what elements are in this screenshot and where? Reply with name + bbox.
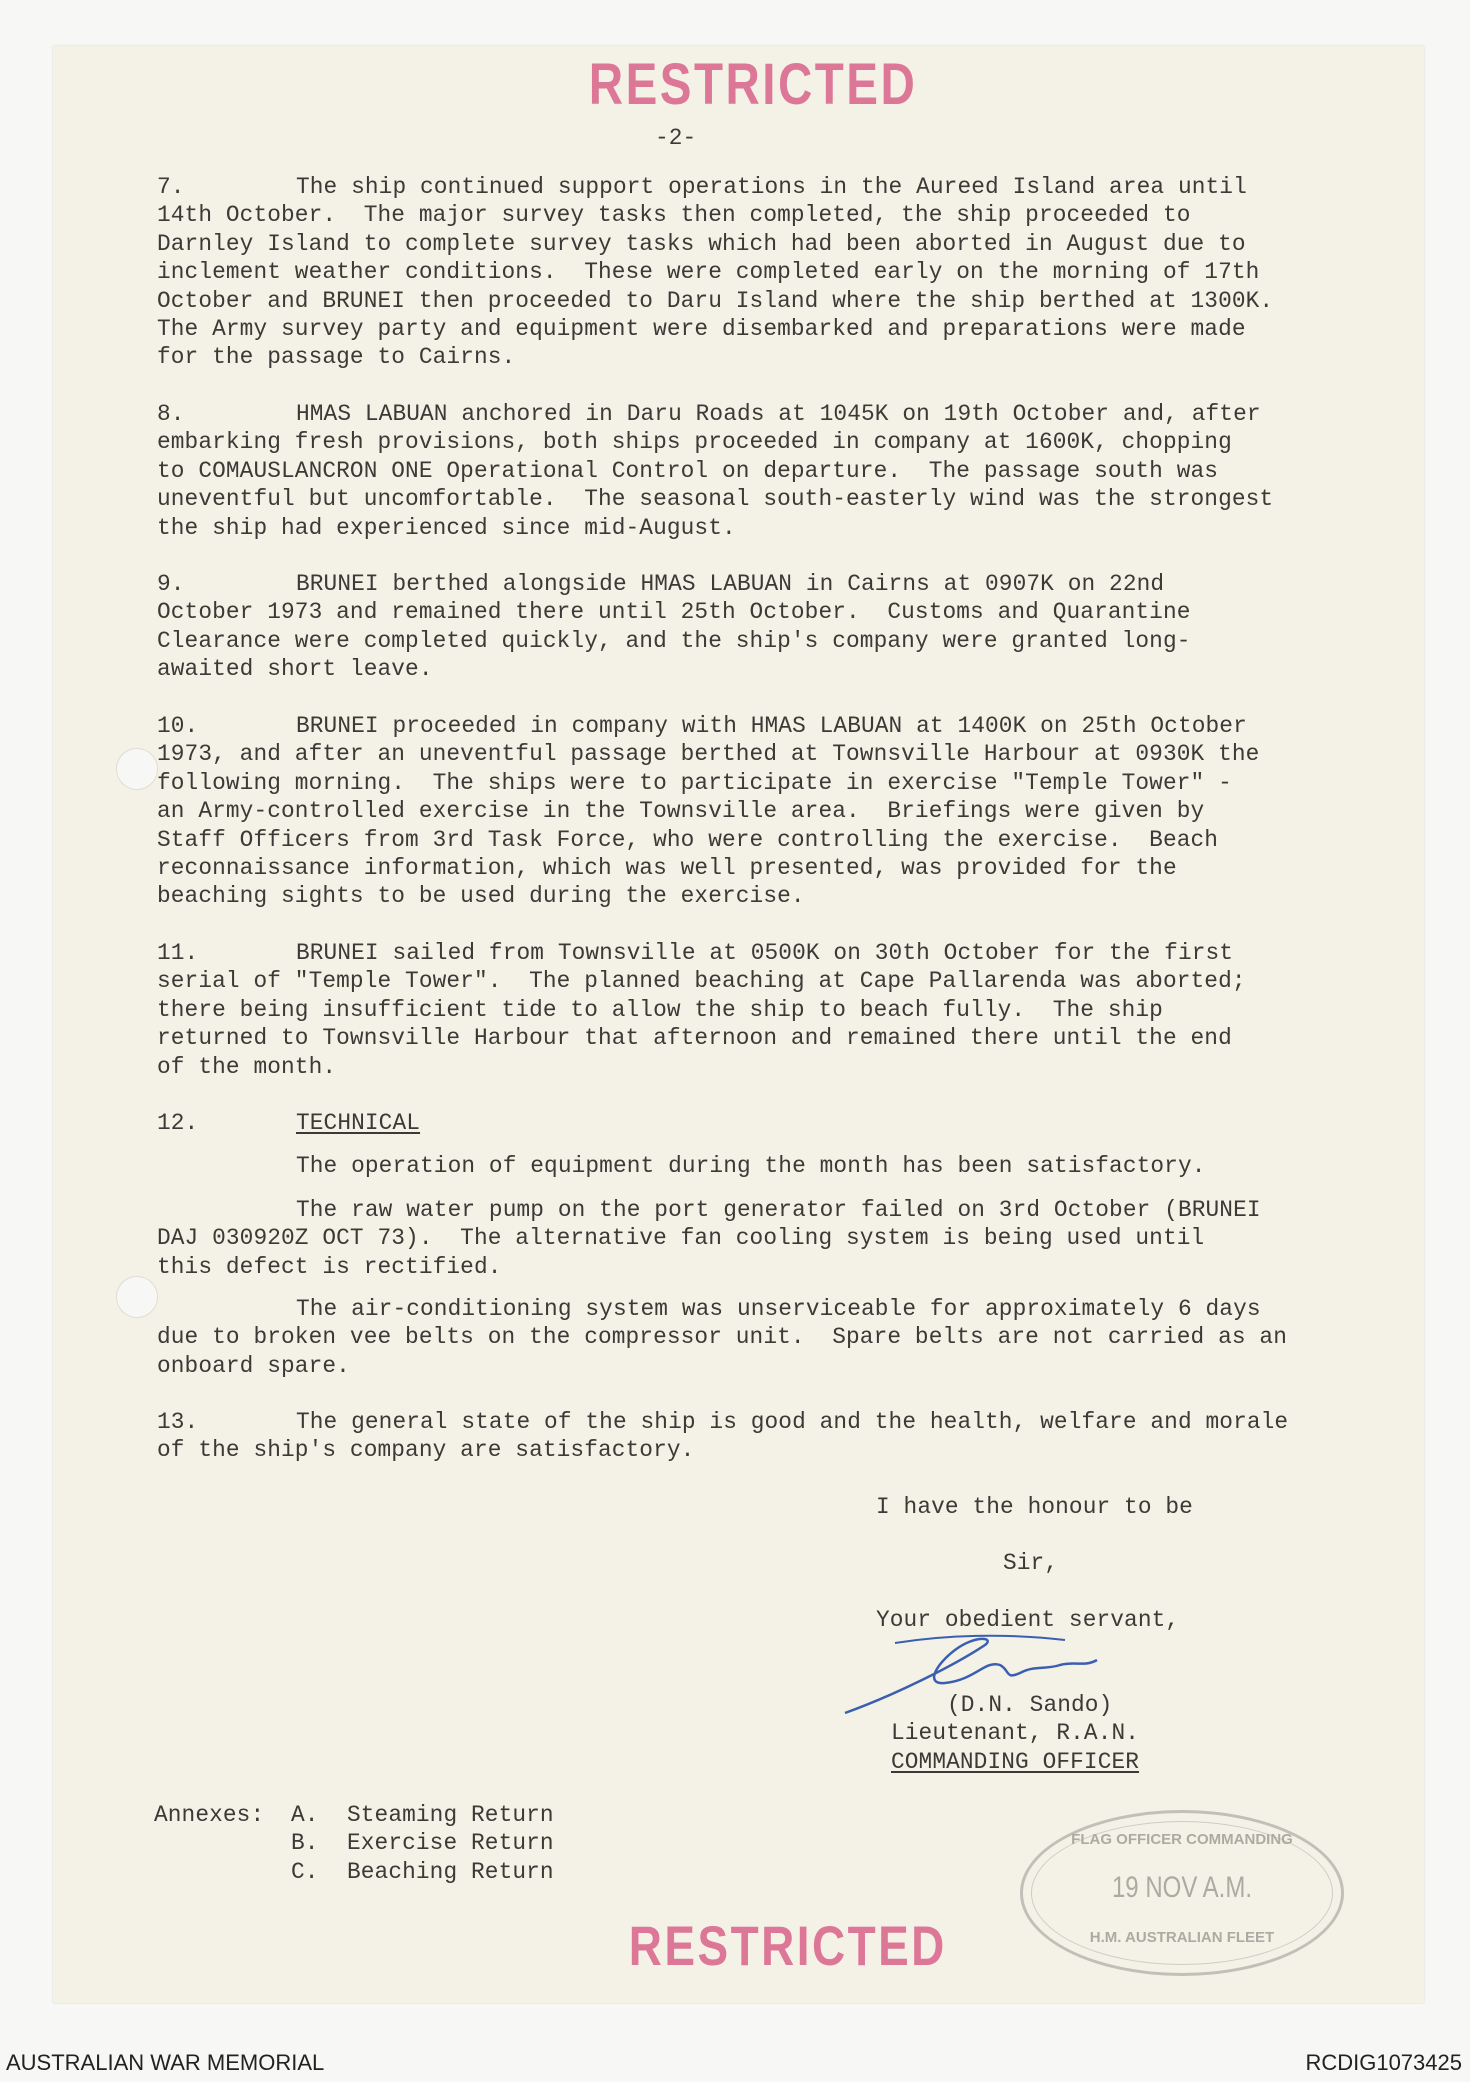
paragraph-line: of the month. <box>157 1053 337 1080</box>
paragraph-line: 1973, and after an uneventful passage berthed at Townsville Harbour at 0930K the <box>157 741 1260 768</box>
paragraph-line: BRUNEI proceeded in company with HMAS LABUAN at 1400K on 25th October <box>296 713 1247 739</box>
paragraph-line: an Army-controlled exercise in the Townsville area. Briefings were given by <box>157 798 1205 825</box>
paragraph-line: The air-conditioning system was unserviceable for approximately 6 days <box>296 1296 1261 1322</box>
footer-source: AUSTRALIAN WAR MEMORIAL <box>6 2050 325 2075</box>
paragraph-line: BRUNEI berthed alongside HMAS LABUAN in Cairns at 0907K on 22nd <box>296 571 1165 597</box>
paragraph-line: Clearance were completed quickly, and the ship's company were granted long- <box>157 627 1191 654</box>
paragraph-line: The ship continued support operations in the Aureed Island area until <box>296 174 1247 200</box>
annex-letter: A. <box>291 1802 319 1828</box>
paragraph-line: The raw water pump on the port generator failed on 3rd October (BRUNEI <box>296 1197 1261 1223</box>
paragraph-line: following morning. The ships were to participate in exercise "Temple Tower" - <box>157 769 1232 796</box>
stamp-bottom-text: H.M. AUSTRALIAN FLEET <box>1089 1929 1275 1946</box>
paragraph-line: onboard spare. <box>157 1352 350 1379</box>
annex-name: Steaming Return <box>347 1802 554 1828</box>
paragraph-number: 7. <box>157 174 185 200</box>
paragraph-line: uneventful but uncomfortable. The seasonal south-easterly wind was the strongest <box>157 486 1274 513</box>
paragraph-line: beaching sights to be used during the exercise. <box>157 883 805 910</box>
paragraph-number: 10. <box>157 713 199 739</box>
stamp-date: 19 NOV A.M. <box>1111 1871 1253 1904</box>
paragraph-number: 12. <box>157 1110 199 1136</box>
closing-honour: I have the honour to be <box>876 1494 1193 1520</box>
paragraph-number: 13. <box>157 1409 199 1435</box>
paragraph-line: embarking fresh provisions, both ships proceeded in company at 1600K, chopping <box>157 429 1232 456</box>
paragraph-line: October and BRUNEI then proceeded to Daru Island where the ship berthed at 1300K. <box>157 287 1274 314</box>
paragraph-line: there being insufficient tide to allow the ship to beach fully. The ship <box>157 996 1163 1023</box>
paragraph-number: 9. <box>157 571 185 597</box>
paragraph-line: HMAS LABUAN anchored in Daru Roads at 1045K on 19th October and, after <box>296 401 1261 427</box>
annex-letter: C. <box>291 1858 319 1885</box>
paragraph-line: due to broken vee belts on the compressor unit. Spare belts are not carried as an <box>157 1324 1287 1351</box>
paragraph-line: for the passage to Cairns. <box>157 344 516 371</box>
paragraph-number: 8. <box>157 401 185 427</box>
classification-stamp-top: RESTRICTED <box>588 52 918 117</box>
punch-hole <box>116 1276 158 1318</box>
paragraph-line: returned to Townsville Harbour that afternoon and remained there until the end <box>157 1025 1232 1052</box>
paragraph-line: to COMAUSLANCRON ONE Operational Control on departure. The passage south was <box>157 457 1219 484</box>
annexes-label: Annexes: <box>154 1802 265 1828</box>
annex-name: Beaching Return <box>347 1858 554 1885</box>
paragraph-line: reconnaissance information, which was well presented, was provided for the <box>157 855 1177 881</box>
section-heading: TECHNICAL <box>296 1110 421 1136</box>
paragraph-line: this defect is rectified. <box>157 1253 502 1280</box>
received-date-stamp <box>1020 1810 1344 1976</box>
annex-name: Exercise Return <box>347 1830 554 1857</box>
paragraph-line: BRUNEI sailed from Townsville at 0500K on 30th October for the first <box>296 940 1234 966</box>
paragraph-line: 14th October. The major survey tasks then completed, the ship proceeded to <box>157 202 1191 229</box>
classification-stamp-bottom: RESTRICTED <box>628 1914 947 1977</box>
paragraph-number: 11. <box>157 940 199 966</box>
paragraph-line: The Army survey party and equipment were disembarked and preparations were made <box>157 316 1246 342</box>
annex-letter: B. <box>291 1830 319 1857</box>
signatory-rank: Lieutenant, R.A.N. <box>891 1720 1140 1746</box>
signatory-name: (D.N. Sando) <box>947 1692 1113 1718</box>
paragraph-line: October 1973 and remained there until 25th October. Customs and Quarantine <box>157 599 1191 626</box>
paragraph-line: serial of "Temple Tower". The planned beaching at Cape Pallarenda was aborted; <box>157 968 1246 995</box>
paragraph-line: awaited short leave. <box>157 656 433 683</box>
signatory-title: COMMANDING OFFICER <box>891 1749 1140 1775</box>
page-number: -2- <box>655 125 697 151</box>
paragraph-line: DAJ 030920Z OCT 73). The alternative fan cooling system is being used until <box>157 1225 1205 1252</box>
closing-servant: Your obedient servant, <box>876 1607 1180 1633</box>
paragraph-line: The general state of the ship is good and the health, welfare and morale <box>296 1409 1289 1435</box>
paragraph-line: Staff Officers from 3rd Task Force, who were controlling the exercise. Beach <box>157 826 1219 853</box>
paragraph-line: inclement weather conditions. These were completed early on the morning of 17th <box>157 259 1260 286</box>
stamp-top-text: FLAG OFFICER COMMANDING <box>1071 1831 1293 1848</box>
paragraph-line: Darnley Island to complete survey tasks which had been aborted in August due to <box>157 230 1246 257</box>
paragraph-line: of the ship's company are satisfactory. <box>157 1437 695 1464</box>
closing-sir: Sir, <box>1003 1550 1059 1576</box>
paragraph-line: the ship had experienced since mid-August. <box>157 514 736 541</box>
footer-id: RCDIG1073425 <box>1305 2050 1462 2075</box>
paragraph-line: The operation of equipment during the month has been satisfactory. <box>296 1153 1206 1179</box>
punch-hole <box>116 748 158 790</box>
